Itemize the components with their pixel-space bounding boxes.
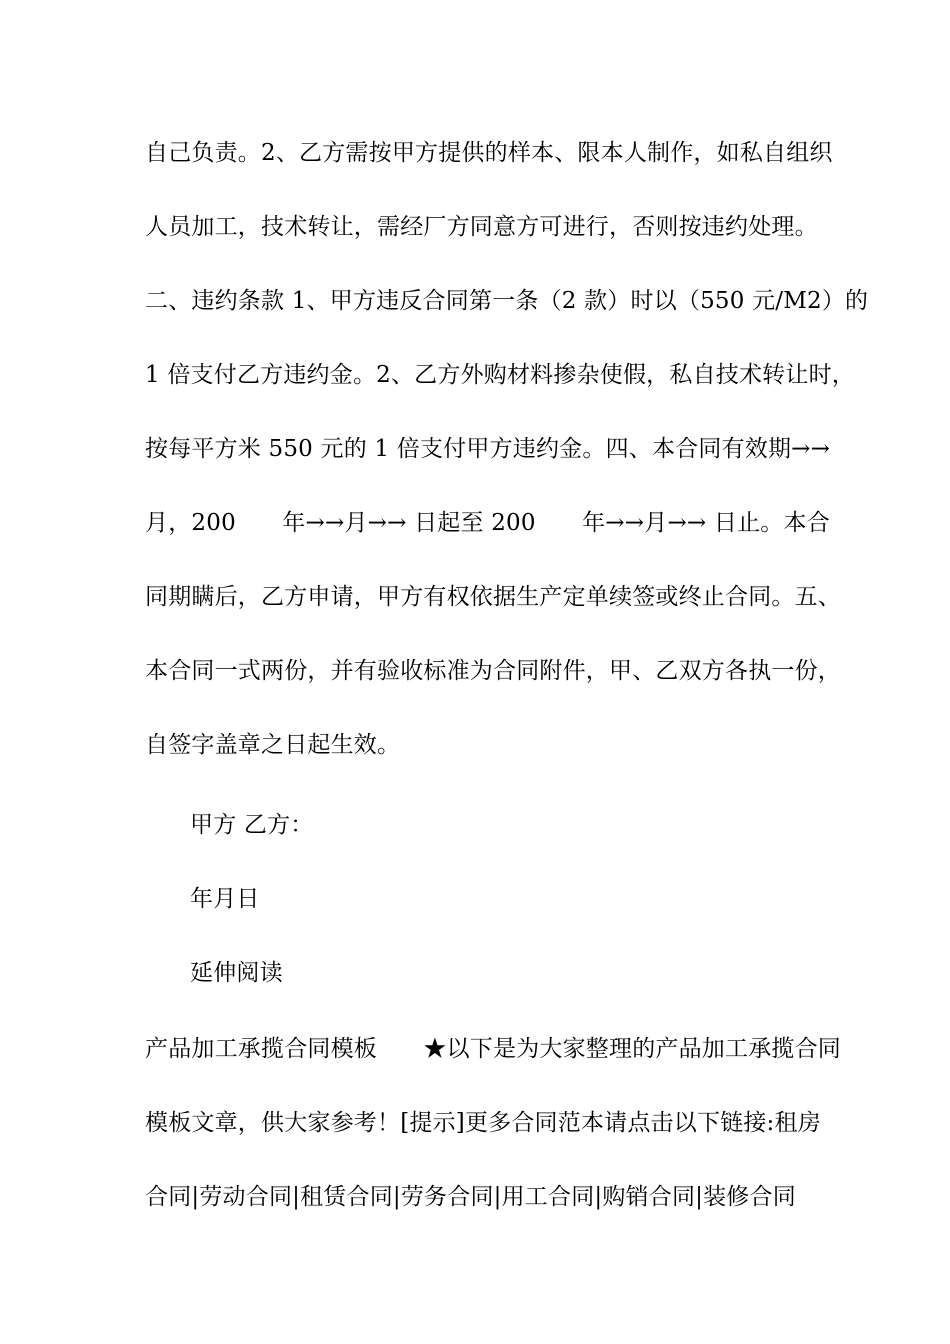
extended-reading-heading: 延伸阅读 [190, 960, 283, 986]
body-text-line: 自签字盖章之日起生效。 [145, 732, 401, 758]
article-text-line: 合同|劳动合同|租赁合同|劳务合同|用工合同|购销合同|装修合同 [145, 1184, 796, 1210]
body-text-line: 二、违约条款 1、甲方违反合同第一条（2 款）时以（550 元/M2）的 [145, 288, 869, 314]
date-line: 年月日 [190, 886, 260, 912]
body-text-line: 同期瞒后，乙方申请，甲方有权依据生产定单续签或终止合同。五、 [145, 584, 841, 610]
body-text-line: 自己负责。2、乙方需按甲方提供的样本、限本人制作，如私自组织 [145, 140, 833, 166]
body-text-line: 按每平方米 550 元的 1 倍支付甲方违约金。四、本合同有效期→→ [145, 436, 831, 462]
article-text-line: 产品加工承揽合同模板 ★以下是为大家整理的产品加工承揽合同 [145, 1036, 841, 1062]
signature-line: 甲方 乙方： [190, 812, 314, 838]
article-text-line: 模板文章，供大家参考！[提示]更多合同范本请点击以下链接:租房 [145, 1110, 821, 1136]
body-text-line: 人员加工，技术转让，需经厂方同意方可进行，否则按违约处理。 [145, 214, 818, 240]
body-text-line: 1 倍支付乙方违约金。2、乙方外购材料掺杂使假，私自技术转让时， [145, 362, 855, 388]
body-text-line: 本合同一式两份，并有验收标准为合同附件，甲、乙双方各执一份， [145, 658, 841, 684]
body-text-line: 月，200 年→→月→→ 日起至 200 年→→月→→ 日止。本合 [145, 510, 830, 536]
